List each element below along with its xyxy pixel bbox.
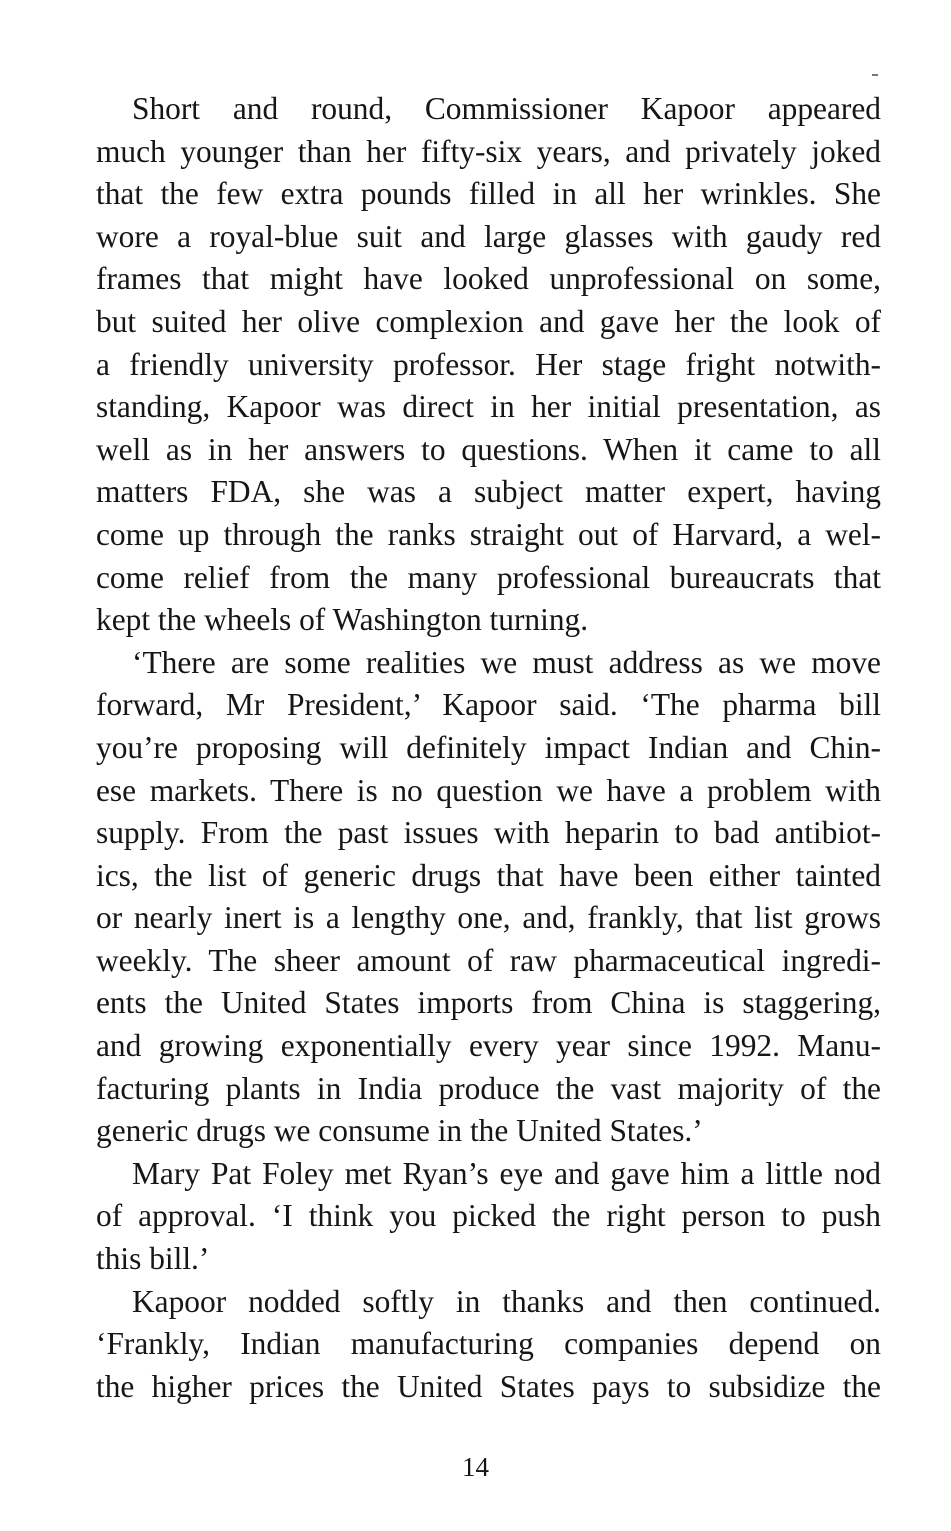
- text-line: ents the United States imports from China is staggering,: [96, 985, 881, 1021]
- text-line: much younger than her fifty-six years, and privately joked: [96, 133, 881, 169]
- body-text: [96, 88, 881, 1408]
- text-line: ‘Frankly, Indian manufacturing companies depend on: [96, 1326, 881, 1362]
- scan-mark: [872, 74, 878, 76]
- text-line: supply. From the past issues with heparin to bad antibiot-: [96, 815, 881, 851]
- text-line: facturing plants in India produce the vast majority of the: [96, 1070, 881, 1106]
- text-line: weekly. The sheer amount of raw pharmaceutical ingredi-: [96, 942, 881, 978]
- text-line: a friendly university professor. Her stage fright notwith-: [96, 346, 881, 382]
- page-number: 14: [462, 1452, 489, 1482]
- text-line: standing, Kapoor was direct in her initial presentation, as: [96, 389, 881, 425]
- text-line: Short and round, Commissioner Kapoor appeared: [132, 91, 881, 126]
- text-line: ese markets. There is no question we have a problem with: [96, 772, 881, 808]
- text-line: kept the wheels of Washington turning.: [96, 602, 589, 638]
- text-line: and growing exponentially every year since 1992. Manu-: [96, 1028, 881, 1064]
- text-line: ‘There are some realities we must address as we move: [132, 644, 881, 680]
- text-line: frames that might have looked unprofessional on some,: [96, 261, 881, 297]
- text-line: generic drugs we consume in the United States.’: [96, 1113, 703, 1149]
- text-line: but suited her olive complexion and gave her the look of: [96, 303, 881, 339]
- text-line: come up through the ranks straight out of Harvard, a wel-: [96, 516, 881, 552]
- text-line: that the few extra pounds filled in all her wrinkles. She: [96, 176, 881, 212]
- text-line: the higher prices the United States pays to subsidize the: [96, 1368, 881, 1404]
- text-line: this bill.’: [96, 1241, 210, 1277]
- text-line: you’re proposing will definitely impact Indian and Chin-: [96, 729, 881, 765]
- text-line: come relief from the many professional bureaucrats that: [96, 559, 881, 595]
- text-line: wore a royal-blue suit and large glasses with gaudy red: [96, 218, 881, 254]
- text-line: forward, Mr President,’ Kapoor said. ‘The pharma bill: [96, 687, 881, 723]
- text-line: or nearly inert is a lengthy one, and, frankly, that list grows: [96, 900, 881, 936]
- text-line: Mary Pat Foley met Ryan’s eye and gave him a little nod: [132, 1155, 881, 1191]
- text-line: Kapoor nodded softly in thanks and then continued.: [132, 1283, 881, 1319]
- text-line: matters FDA, she was a subject matter expert, having: [96, 474, 881, 510]
- text-line: ics, the list of generic drugs that have been either tainted: [96, 857, 881, 893]
- text-line: well as in her answers to questions. When it came to all: [96, 431, 881, 467]
- text-line: of approval. ‘I think you picked the right person to push: [96, 1198, 881, 1234]
